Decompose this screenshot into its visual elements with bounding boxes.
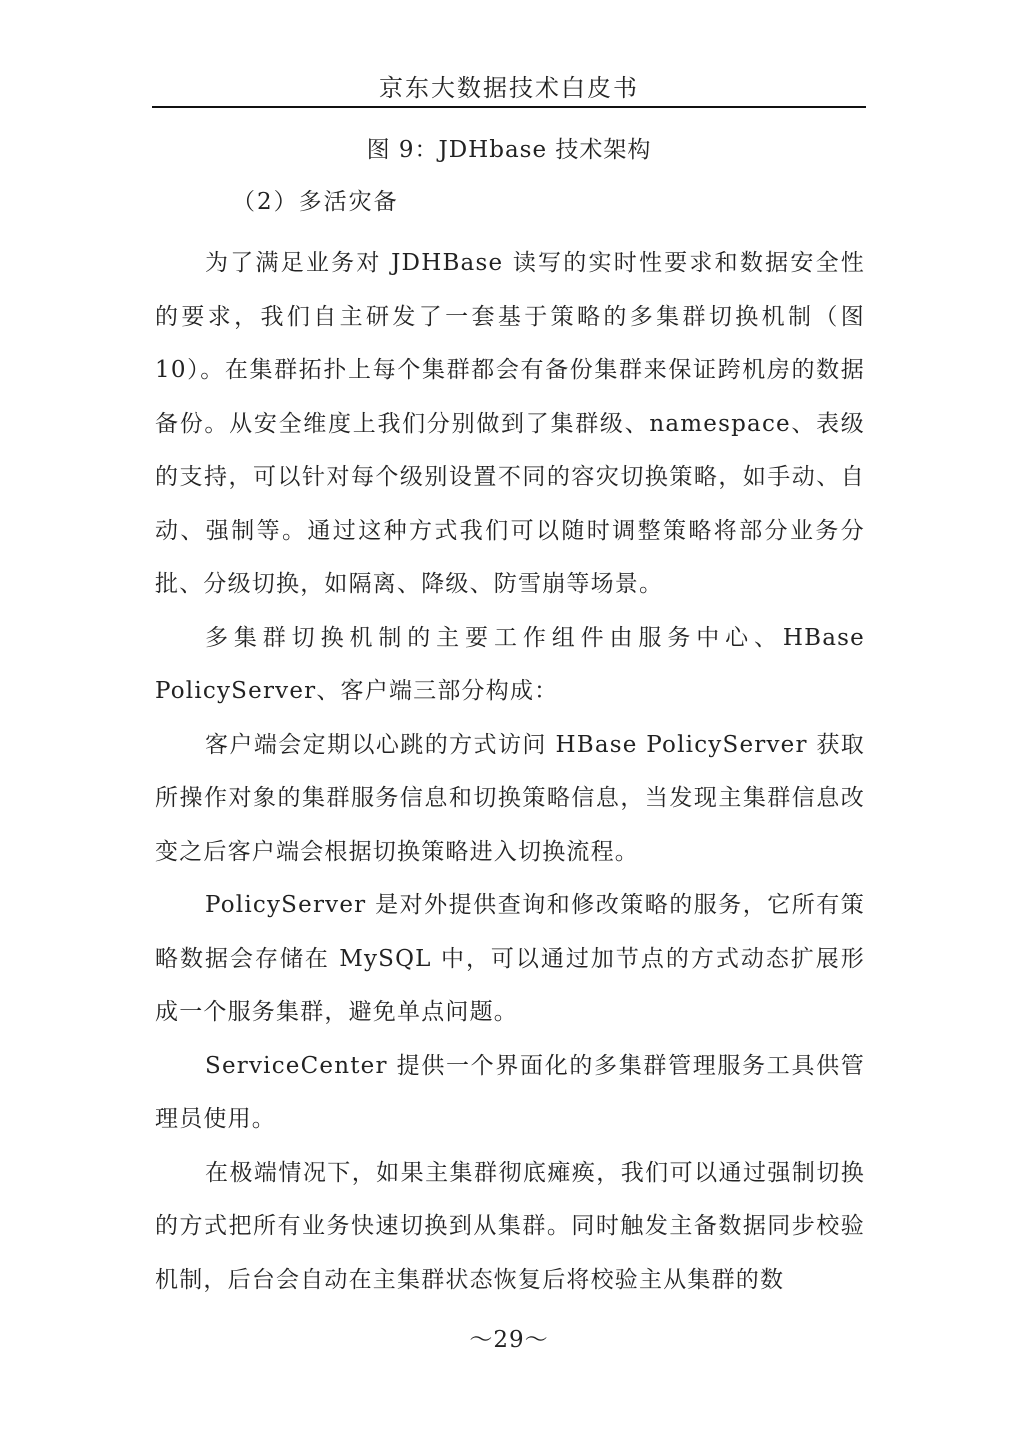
figure-caption: 图 9：JDHbase 技术架构 [366, 137, 652, 163]
paragraph: 为了满足业务对 JDHBase 读写的实时性要求和数据安全性的要求，我们自主研发了一套基于策略的多集群切换机制（图 10）。在集群拓扑上每个集群都会有备份集群来保证跨机房的数据备份。从安全维度上我们分别做到了集群级、namespace、表级的支持，可以针对每个级别设置不同的容灾切换策略，如手动、自动、强制等。通过这种方式我们可以随时调整策略将部分业务分批、分级切换，如隔离、降级、防雪崩等场景。 [155, 250, 865, 597]
paragraph: 客户端会定期以心跳的方式访问 HBase PolicyServer 获取所操作对象的集群服务信息和切换策略信息，当发现主集群信息改变之后客户端会根据切换策略进入切换流程。 [155, 731, 865, 865]
running-header: 京东大数据技术白皮书 [379, 74, 639, 102]
page-number: ～29～ [469, 1327, 549, 1353]
paragraph: 多集群切换机制的主要工作组件由服务中心、HBase PolicyServer、客户端三部分构成： [155, 624, 865, 704]
paragraph: PolicyServer 是对外提供查询和修改策略的服务，它所有策略数据会存储在 MySQL 中，可以通过加节点的方式动态扩展形成一个服务集群，避免单点问题。 [155, 892, 865, 1025]
paragraph: 在极端情况下，如果主集群彻底瘫痪，我们可以通过强制切换的方式把所有业务快速切换到从集群。同时触发主备数据同步校验机制，后台会自动在主集群状态恢复后将校验主从集群的数 [155, 1159, 865, 1293]
paragraph: ServiceCenter 提供一个界面化的多集群管理服务工具供管理员使用。 [155, 1052, 865, 1132]
section-heading: （2）多活灾备 [232, 189, 399, 215]
body-text [155, 237, 865, 1307]
header-divider [152, 106, 866, 108]
